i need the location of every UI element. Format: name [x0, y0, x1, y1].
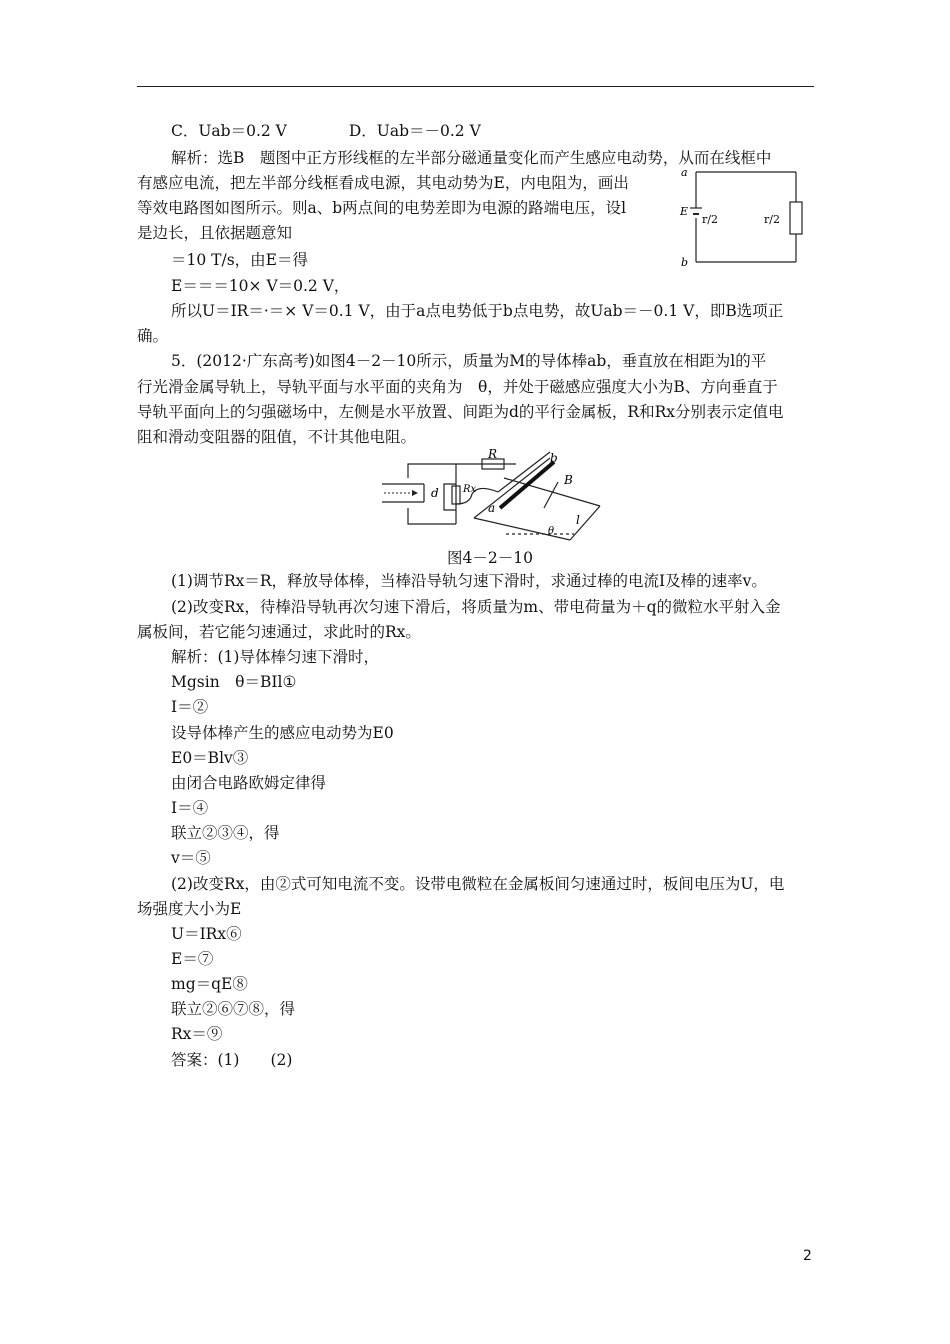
text-line: 5．(2012·广东高考)如图4－2－10所示，质量为M的导体棒ab，垂直放在相距为l的平 [171, 352, 767, 370]
label-external-resistance: r/2 [764, 213, 780, 226]
text-line: (2)改变Rx，由②式可知电流不变。设带电微粒在金属板间匀速通过时，板间电压为U，电 [171, 875, 785, 893]
text-line: 行光滑金属导轨上，导轨平面与水平面的夹角为 θ，并处于磁感应强度大小为B、方向垂直于 [137, 378, 778, 396]
label-d: d [431, 486, 439, 500]
text-line: Mgsin θ＝BIl① [171, 673, 297, 691]
text-line: 是边长，且依据题意知 [137, 224, 293, 242]
label-b: b [550, 451, 558, 465]
header-rule [137, 86, 814, 87]
text-line: I＝④ [171, 799, 209, 817]
label-Rx: Rx [463, 484, 477, 495]
text-line: 解析：(1)导体棒匀速下滑时， [171, 648, 379, 666]
text-line: 所以U＝IR＝·＝× V＝0.1 V，由于a点电势低于b点电势，故Uab＝－0.1 V，即B选项正 [171, 302, 784, 320]
equivalent-circuit-figure [676, 160, 814, 272]
conductor-rod-rail-figure [374, 448, 610, 542]
text-line: 联立②③④，得 [171, 824, 280, 842]
label-b: b [681, 256, 689, 269]
label-l: l [576, 513, 580, 527]
text-line: 导轨平面向上的匀强磁场中，左侧是水平放置、间距为d的平行金属板，R和Rx分别表示定值电 [137, 403, 784, 421]
figure-caption: 图4－2－10 [447, 549, 533, 567]
text-line: E0＝Blv③ [171, 749, 249, 767]
label-a: a [681, 166, 688, 179]
text-line: I＝② [171, 698, 209, 716]
text-line: 场强度大小为E [137, 900, 242, 918]
text-line: 等效电路图如图所示。则a、b两点间的电势差即为电源的路端电压，设l [137, 199, 627, 217]
label-emf: E [680, 205, 689, 218]
text-line: 设导体棒产生的感应电动势为E0 [171, 724, 394, 742]
text-line: 确。 [137, 327, 169, 345]
text-line: (2)改变Rx，待棒沿导轨再次匀速下滑后，将质量为m、带电荷量为＋q的微粒水平射入金 [171, 598, 781, 616]
label-a: a [488, 501, 496, 515]
label-R: R [488, 448, 498, 461]
text-line: C．Uab＝0.2 V D．Uab＝－0.2 V [171, 122, 481, 140]
text-line: E＝⑦ [171, 950, 214, 968]
text-line: ＝10 T/s，由E＝得 [171, 251, 308, 269]
text-line: (1)调节Rx＝R，释放导体棒，当棒沿导轨匀速下滑时，求通过棒的电流I及棒的速率v。 [171, 572, 767, 590]
text-line: 由闭合电路欧姆定律得 [171, 774, 327, 792]
text-line: 有感应电流，把左半部分线框看成电源，其电动势为E，内电阻为，画出 [137, 174, 629, 192]
text-line: U＝IRx⑥ [171, 925, 242, 943]
label-internal-resistance: r/2 [702, 213, 718, 226]
text-line: Rx＝⑨ [171, 1025, 223, 1043]
page-number: 2 [803, 1248, 812, 1264]
text-line: 联立②⑥⑦⑧，得 [171, 1000, 296, 1018]
text-line: 阻和滑动变阻器的阻值，不计其他电阻。 [137, 428, 417, 446]
label-theta: θ [548, 526, 555, 537]
text-line: mg＝qE⑧ [171, 975, 248, 993]
label-B: B [564, 473, 573, 487]
text-line: 属板间，若它能匀速通过，求此时的Rx。 [137, 623, 421, 641]
text-line: 解析：选B 题图中正方形线框的左半部分磁通量变化而产生感应电动势，从而在线框中 [171, 149, 772, 167]
text-line: v＝⑤ [171, 849, 211, 867]
text-line: E＝＝＝10× V＝0.2 V， [171, 277, 350, 295]
text-line: 答案：(1) (2) [171, 1051, 293, 1069]
